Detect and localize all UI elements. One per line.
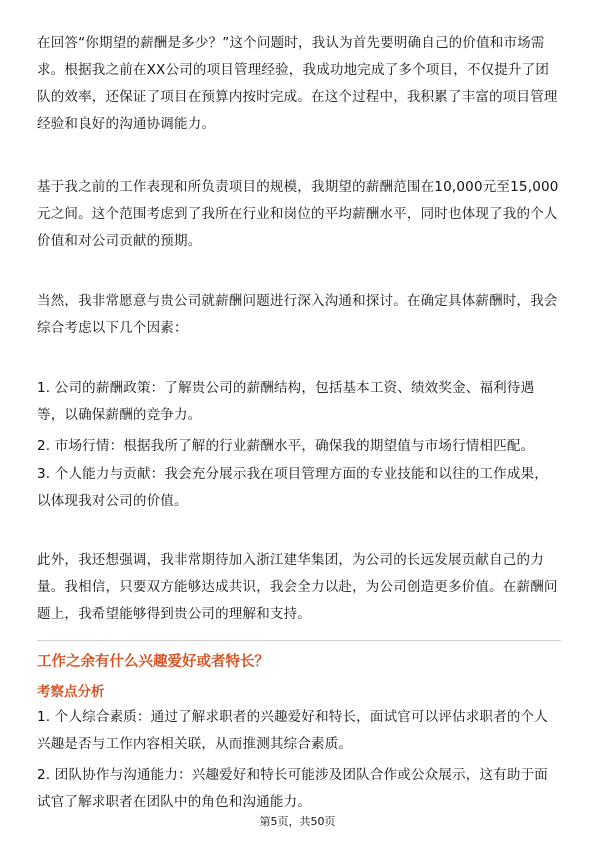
- answer-paragraph-salary-range: 基于我之前的工作表现和所负责项目的规模，我期望的薪酬范围在10,000元至15,000元之间。这个范围考虑到了我所在行业和岗位的平均薪酬水平，同时也体现了我的个人价值和对公司贡献的预期。: [37, 179, 559, 249]
- question-title: 工作之余有什么兴趣爱好或者特长？: [37, 654, 269, 670]
- list-item-market: 2. 市场行情：根据我所了解的行业薪酬水平，确保我的期望值与市场行情相匹配。: [37, 438, 535, 454]
- analysis-point-personal-quality: 1. 个人综合素质：通过了解求职者的兴趣爱好和特长，面试官可以评估求职者的个人兴趣是否与工作内容相关联，从而推测其综合素质。: [37, 709, 548, 752]
- answer-paragraph-negotiation: 当然，我非常愿意与贵公司就薪酬问题进行深入沟通和探讨。在确定具体薪酬时，我会综合考虑以下几个因素：: [37, 293, 558, 336]
- section-divider: [37, 640, 561, 641]
- answer-paragraph-intro: 在回答“你期望的薪酬是多少？”这个问题时，我认为首先要明确自己的价值和市场需求。根据我之前在XX公司的项目管理经验，我成功地完成了多个项目，不仅提升了团队的效率，还保证了项目在预算内按时完成。在这个过程中，我积累了丰富的项目管理经验和良好的沟通协调能力。: [37, 35, 558, 132]
- list-item-ability: 3. 个人能力与贡献：我会充分展示我在项目管理方面的专业技能和以往的工作成果，以体现我对公司的价值。: [37, 466, 548, 509]
- analysis-point-teamwork: 2. 团队协作与沟通能力：兴趣爱好和特长可能涉及团队合作或公众展示，这有助于面试官了解求职者在团队中的角色和沟通能力。: [37, 767, 548, 810]
- page-number: 第5页，共50页: [259, 815, 336, 828]
- list-item-salary-policy: 1. 公司的薪酬政策：了解贵公司的薪酬结构，包括基本工资、绩效奖金、福利待遇等，以确保薪酬的竞争力。: [37, 380, 535, 423]
- section-heading: 考察点分析: [37, 684, 105, 700]
- answer-paragraph-closing: 此外，我还想强调，我非常期待加入浙江建华集团，为公司的长远发展贡献自己的力量。我相信，只要双方能够达成共识，我会全力以赴，为公司创造更多价值。在薪酬问题上，我希望能够得到贵公司的理解和支持。: [37, 552, 558, 622]
